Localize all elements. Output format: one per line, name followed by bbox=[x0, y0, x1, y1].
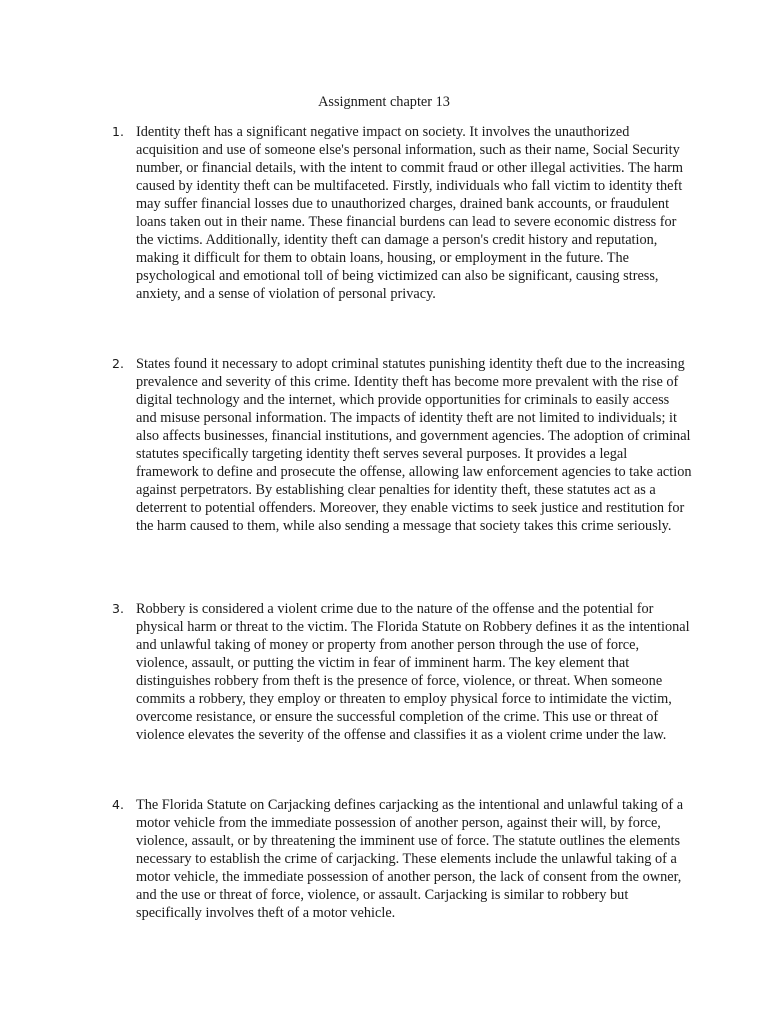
list-item-text: Identity theft has a significant negative impact on society. It involves the unauthorized acquisition and use of someone else's personal information, such as their name, Social Security number, or financial details, with the intent to commit fraud or other illegal activities. The harm caused by identity theft can be multifaceted. Firstly, individuals who fall victim to identity theft may suffer financial losses due to unauthorized charges, drained bank accounts, or fraudulent loans taken out in their name. These financial burdens can lead to severe economic distress for the victims. Additionally, identity theft can damage a person's credit history and reputation, making it difficult for them to obtain loans, housing, or employment in the future. The psychological and emotional toll of being victimized can also be significant, causing stress, anxiety, and a sense of violation of personal privacy. bbox=[136, 124, 684, 302]
list-item-number: 1. bbox=[112, 124, 124, 139]
list-item-text: The Florida Statute on Carjacking defines carjacking as the intentional and unlawful taking of a motor vehicle from the immediate possession of another person, against their will, by force, violence, assault, or by threatening the imminent use of force. The statute outlines the elements necessary to establish the crime of carjacking. These elements include the unlawful taking of a motor vehicle, the immediate possession of another person, the lack of consent from the owner, and the use or threat of force, violence, or assault. Carjacking is similar to robbery but specifically involves theft of a motor vehicle. bbox=[136, 797, 684, 921]
list-item-number: 2. bbox=[112, 356, 124, 371]
list-item-1 bbox=[112, 123, 692, 303]
list-item-text: Robbery is considered a violent crime due to the nature of the offense and the potential for physical harm or threat to the victim. The Florida Statute on Robbery defines it as the intentional and unlawful taking of money or property from another person through the use of force, violence, assault, or putting the victim in fear of imminent harm. The key element that distinguishes robbery from theft is the presence of force, violence, or threat. When someone commits a robbery, they employ or threaten to employ physical force to intimidate the victim, overcome resistance, or ensure the successful completion of the crime. This use or threat of violence elevates the severity of the offense and classifies it as a violent crime under the law. bbox=[136, 601, 690, 743]
list-item-text: States found it necessary to adopt criminal statutes punishing identity theft due to the increasing prevalence and severity of this crime. Identity theft has become more prevalent with the rise of digital technology and the internet, which provide opportunities for criminals to easily access and misuse personal information. The impacts of identity theft are not limited to individuals; it also affects businesses, financial institutions, and government agencies. The adoption of criminal statutes specifically targeting identity theft serves several purposes. It provides a legal framework to define and prosecute the offense, allowing law enforcement agencies to take action against perpetrators. By establishing clear penalties for identity theft, these statutes act as a deterrent to potential offenders. Moreover, they enable victims to seek justice and restitution for the harm caused to them, while also sending a message that society takes this crime seriously. bbox=[136, 356, 692, 534]
list-item-number: 4. bbox=[112, 797, 124, 812]
list-item-4 bbox=[112, 796, 692, 922]
list-item-3 bbox=[112, 600, 692, 744]
list-item-number: 3. bbox=[112, 601, 124, 616]
list-item-2 bbox=[112, 355, 692, 535]
page-title: Assignment chapter 13 bbox=[318, 94, 450, 110]
